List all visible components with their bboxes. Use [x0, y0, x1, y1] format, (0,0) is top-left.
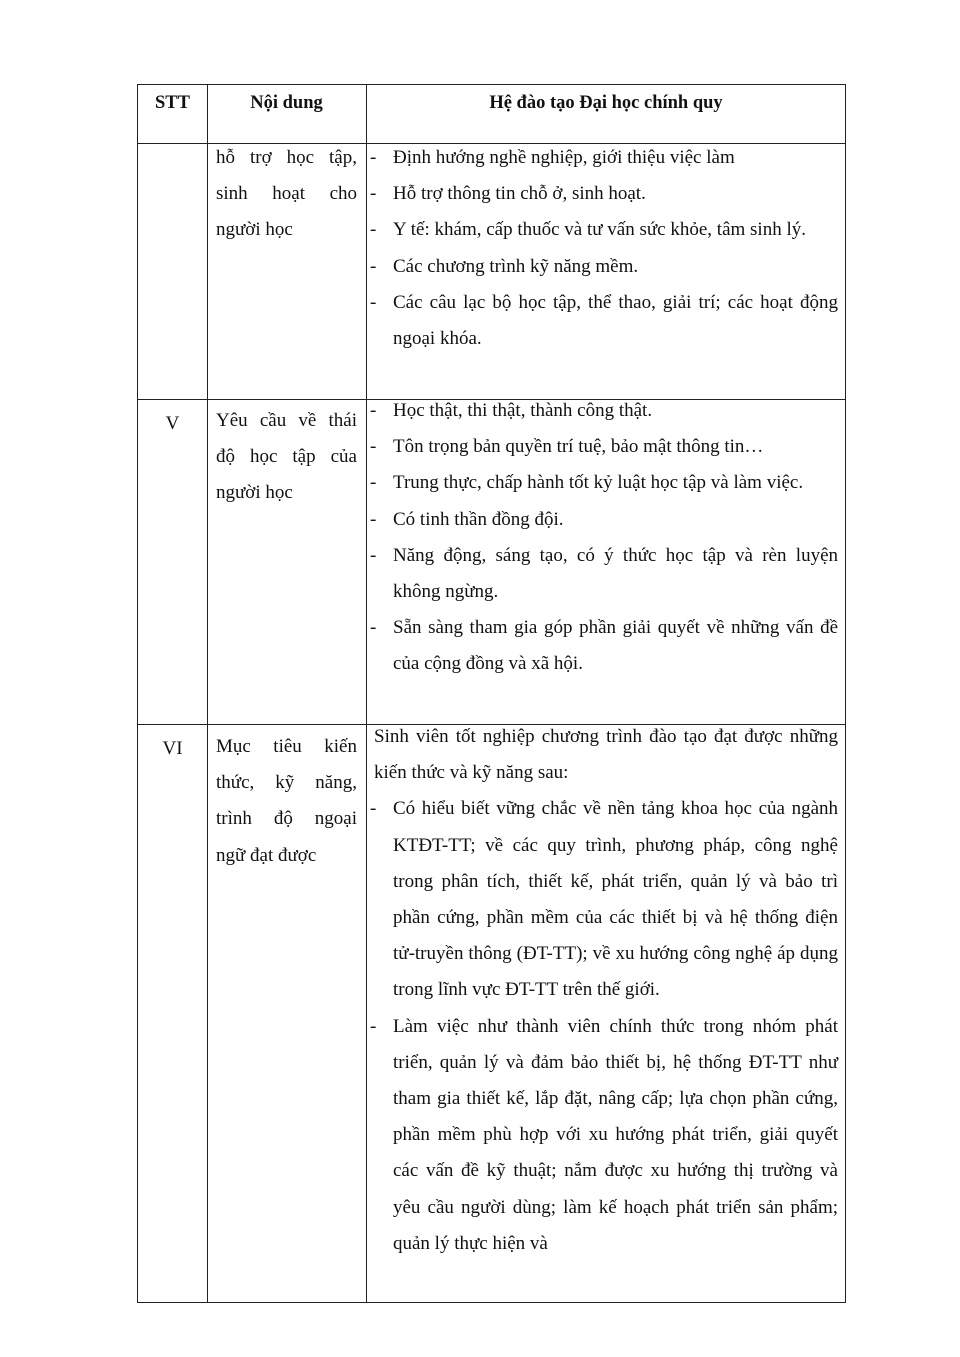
content-word: độ [216, 446, 235, 468]
list-item: - Các câu lạc bộ học tập, thể thao, giải trí; các hoạt động ngoại khóa. [370, 291, 838, 350]
row-items [366, 140, 838, 357]
list-item: - Làm việc như thành viên chính thức trong nhóm phát triển, quản lý và đảm bảo thiết bị, hệ thống ĐT-TT như tham gia thiết kế, lắp đặt, nâng cấp; lựa chọn phần cứng, phần mềm phù hợp với xu hướng phát triển, giải quyết các vấn đề kỹ thuật; nắm được xu hướng thị trường và yêu cầu người dùng; làm kế hoạch phát triển sản phẩm; quản lý thực hiện và [370, 1015, 838, 1254]
row-items [366, 393, 838, 683]
content-line: người học [216, 482, 293, 504]
content-line [216, 801, 357, 837]
header-he-dao-tao: Hệ đào tạo Đại học chính quy [489, 93, 723, 113]
list-item: - Năng động, sáng tạo, có ý thức học tập và rèn luyện không ngừng. [370, 544, 838, 603]
content-line [216, 765, 357, 801]
content-word: Yêu [216, 410, 248, 431]
content-word: ngoại [314, 808, 357, 830]
content-line [216, 176, 357, 212]
content-line [216, 439, 357, 475]
content-word: hoạt [272, 183, 305, 205]
content-word: của [330, 446, 357, 468]
content-line [216, 140, 357, 176]
content-word: kỹ [275, 772, 295, 794]
row-intro: Sinh viên tốt nghiệp chương trình đào tạo đạt được những kiến thức và kỹ năng sau: [374, 726, 838, 784]
list-item: - Có hiểu biết vững chắc về nền tảng khoa học của ngành KTĐT-TT; về các quy trình, phương pháp, công nghệ trong phân tích, thiết kế, phát triển, quản lý và bảo trì phần cứng, phần mềm của các thiết bị và hệ thống điện tử-truyền thông (ĐT-TT); về xu hướng công nghệ áp dụng trong lĩnh vực ĐT-TT trên thế giới. [370, 798, 838, 1001]
list-item: - Học thật, thi thật, thành công thật. [370, 400, 653, 421]
content-line: người học [216, 219, 293, 241]
content-word: trợ [249, 147, 272, 168]
content-word: tiêu [273, 736, 302, 757]
column-divider [207, 85, 208, 1302]
content-word: sinh [216, 183, 248, 205]
list-item: - Sẵn sàng tham gia góp phần giải quyết về những vấn đề của cộng đồng và xã hội. [370, 617, 838, 675]
list-item: - Các chương trình kỹ năng mềm. [370, 255, 639, 277]
list-item: - Trung thực, chấp hành tốt kỷ luật học tập và làm việc. [370, 472, 804, 494]
list-item: - Có tinh thần đồng đội. [370, 508, 564, 530]
content-word: học [286, 147, 315, 168]
content-word: năng, [315, 772, 357, 794]
curriculum-table [137, 84, 846, 1303]
content-word: thức, [216, 772, 255, 794]
content-word: trình [216, 808, 252, 830]
content-word: tập, [329, 147, 357, 168]
header-stt: STT [155, 93, 190, 113]
content-word: hỗ [216, 147, 235, 168]
list-item: - Hỗ trợ thông tin chỗ ở, sinh hoạt. [370, 183, 646, 205]
row-content [216, 403, 357, 512]
row-content [216, 729, 357, 874]
content-line: ngữ đạt được [216, 844, 317, 866]
list-item: - Y tế: khám, cấp thuốc và tư vấn sức khỏe, tâm sinh lý. [370, 219, 806, 241]
header-noi-dung: Nội dung [250, 93, 323, 113]
content-word: độ [273, 808, 293, 830]
content-word: học [249, 446, 278, 468]
content-word: kiến [324, 736, 357, 757]
row-stt: VI [162, 738, 183, 759]
list-item: - Tôn trọng bản quyền trí tuệ, bảo mật thông tin… [370, 436, 764, 458]
content-word: tập [292, 446, 316, 468]
list-item: - Định hướng nghề nghiệp, giới thiệu việc làm [370, 147, 735, 168]
row-items [366, 719, 838, 1262]
content-line [216, 403, 357, 439]
content-word: thái [328, 410, 357, 431]
row-content [216, 140, 357, 249]
content-word: cầu [259, 410, 287, 431]
content-word: Mục [216, 736, 251, 757]
content-line [216, 729, 357, 765]
content-word: cho [329, 183, 357, 205]
row-stt: V [165, 413, 180, 434]
content-word: về [298, 410, 317, 431]
